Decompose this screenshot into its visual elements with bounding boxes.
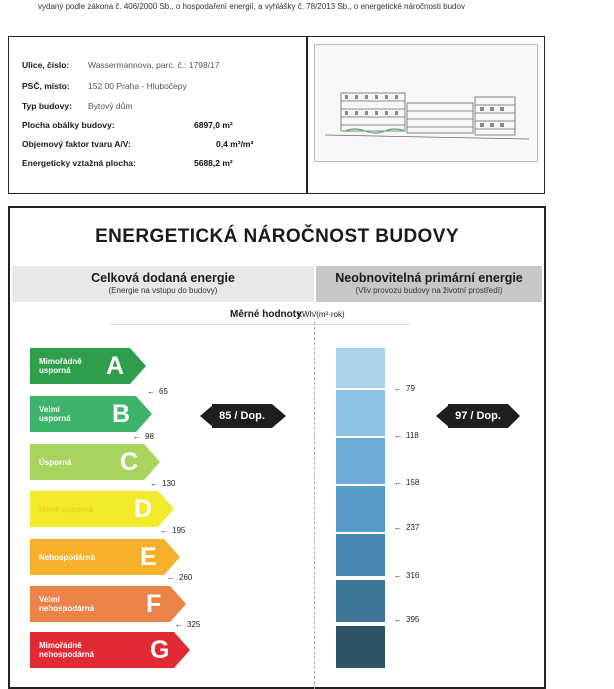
shape-factor-label: Objemový faktor tvaru A/V: <box>22 139 131 149</box>
energy-class-letter: D <box>134 495 153 523</box>
primary-threshold: ← 118 <box>394 431 419 440</box>
envelope-value: 6897,0 m² <box>194 120 233 130</box>
energy-class-label: Velmi usporná <box>39 405 71 423</box>
primary-threshold: ← 237 <box>394 523 420 532</box>
reference-area-label: Energeticky vztažná plocha: <box>22 158 136 168</box>
primary-energy-rating: 97 / Dop. <box>448 404 508 428</box>
energy-class-letter: F <box>146 590 162 618</box>
primary-energy-band <box>336 348 385 388</box>
delivered-energy-rating: 85 / Dop. <box>212 404 272 428</box>
delivered-rating-tail <box>272 404 286 428</box>
primary-threshold: ← 158 <box>394 478 420 487</box>
delivered-threshold: ← 98 <box>133 432 154 441</box>
primary-threshold: ← 316 <box>394 571 420 580</box>
primary-energy-band <box>336 486 385 532</box>
delivered-threshold: ← 325 <box>175 620 201 629</box>
type-value: Bytový dům <box>88 101 133 111</box>
primary-rating-pointer <box>436 404 450 428</box>
envelope-label: Plocha obálky budovy: <box>22 120 115 130</box>
energy-class-label: Mimořádně nehospodárná <box>39 641 95 659</box>
energy-class-label: Nehospodárná <box>39 552 96 562</box>
delivered-threshold: ← 195 <box>160 526 186 535</box>
primary-energy-band <box>336 626 385 668</box>
energy-class-label: Méně úsporná <box>39 504 94 514</box>
delivered-energy-subtitle: (Energie na vstupu do budovy) <box>108 286 218 295</box>
zip-label: PSČ, místo: <box>22 81 70 91</box>
energy-class-letter: G <box>150 636 170 664</box>
energy-class-letter: C <box>120 448 139 476</box>
legal-basis-note: vydaný podle zákona č. 406/2000 Sb., o hospodaření energií, a vyhlášky č. 78/2013 Sb., o energetické náročnosti budov <box>38 2 465 11</box>
page-title: ENERGETICKÁ NÁROČNOST BUDOVY <box>95 226 459 247</box>
primary-energy-title: Neobnovitelná primární energie <box>335 271 523 285</box>
energy-class-label: Úsporná <box>39 457 72 467</box>
street-value: Wassermannova, parc. č.: 1798/17 <box>88 60 220 70</box>
primary-rating-tail <box>508 404 520 428</box>
energy-class-label: Mimořádně usporná <box>39 357 82 375</box>
delivered-threshold: ← 260 <box>167 573 193 582</box>
primary-energy-band <box>336 580 385 622</box>
delivered-rating-pointer <box>200 404 214 428</box>
primary-energy-band <box>336 438 385 484</box>
primary-threshold: ← 395 <box>394 615 420 624</box>
energy-class-label: Velmi nehospodárná <box>39 595 95 613</box>
primary-energy-band <box>336 390 385 436</box>
specific-values-unit: kWh/(m²·rok) <box>298 310 345 319</box>
energy-class-letter: A <box>106 352 125 380</box>
primary-threshold: ← 79 <box>394 384 415 393</box>
delivered-threshold: ← 65 <box>147 387 168 396</box>
energy-class-letter: B <box>112 400 131 428</box>
street-label: Ulice, číslo: <box>22 60 70 70</box>
delivered-threshold: ← 130 <box>150 479 176 488</box>
zip-value: 152 00 Praha - Hlubočepy <box>88 81 187 91</box>
specific-values-label: Měrné hodnoty <box>230 309 302 320</box>
shape-factor-value: 0,4 m²/m³ <box>216 139 254 149</box>
primary-energy-subtitle: (Vliv provozu budovy na životní prostředí) <box>355 286 503 295</box>
primary-energy-band <box>336 534 385 576</box>
delivered-energy-title: Celková dodaná energie <box>91 271 235 285</box>
energy-class-letter: E <box>140 543 157 571</box>
type-label: Typ budovy: <box>22 101 72 111</box>
reference-area-value: 5688,2 m² <box>194 158 233 168</box>
